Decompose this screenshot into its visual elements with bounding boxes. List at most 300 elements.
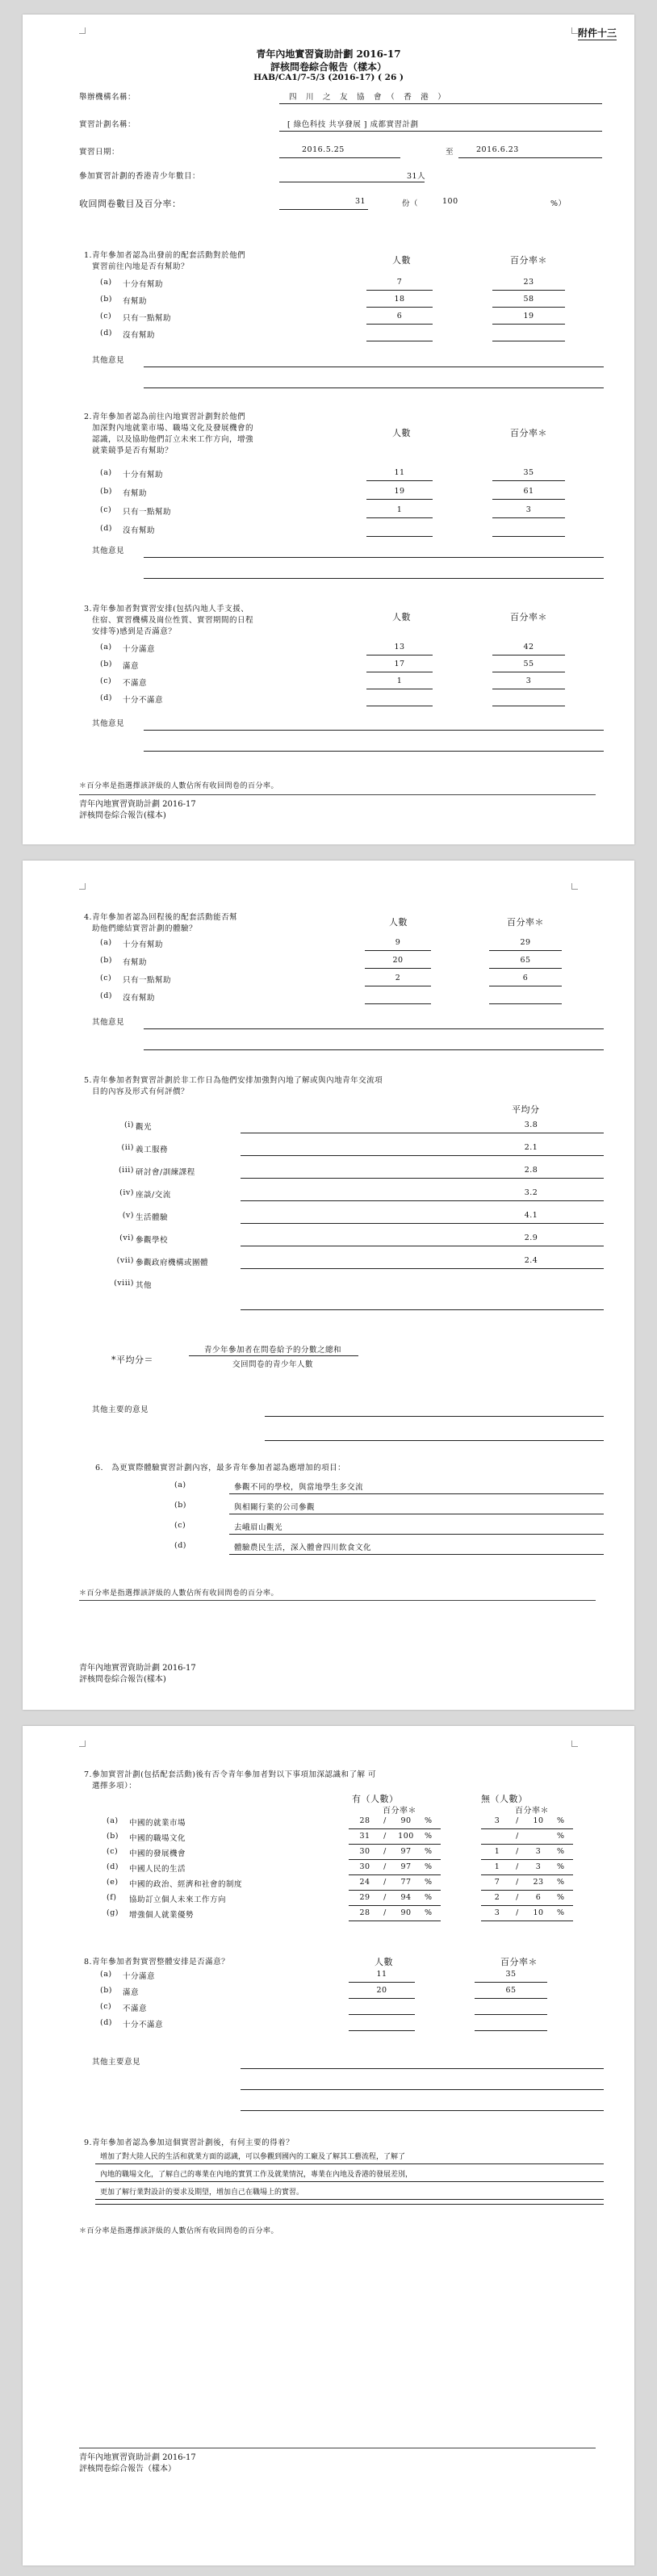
no-percentage: 6	[535, 1893, 542, 1902]
answer-line	[365, 950, 431, 951]
formula-label: *平均分＝	[111, 1355, 153, 1365]
q4-text: 助他們總結實習計劃的體驗？	[92, 924, 198, 933]
answer-line	[366, 307, 433, 308]
option-code: (d)	[100, 693, 112, 702]
option-code: (a)	[100, 938, 112, 947]
item-label: 去峨眉山觀光	[234, 1523, 283, 1532]
divider-slash: /	[383, 1862, 387, 1871]
option-label: 有幫助	[123, 958, 148, 967]
percentage-note: ＊百分率是指選擇該評級的人數佔所有收回問卷的百分率。	[79, 2227, 279, 2235]
answer-line	[492, 307, 565, 308]
answer-text: 增加了對大陸人民的生活和就業方面的認識，可以參觀到國內的工廠及了解其工藝流程，了解了	[100, 2153, 406, 2161]
date-from: 2016.5.25	[302, 145, 345, 154]
option-code: (b)	[100, 1986, 112, 1995]
divider-slash: /	[516, 1816, 519, 1825]
option-code: (a)	[100, 1970, 112, 1979]
pct-sign: %	[557, 1832, 565, 1841]
divider-slash: /	[383, 1878, 387, 1887]
q1-text: 實習前往內地是否有幫助？	[92, 262, 190, 271]
item-label: 體驗農民生活，深入體會四川飲食文化	[234, 1544, 372, 1552]
yes-percentage: 97	[400, 1847, 412, 1856]
org-value: 四 川 之 友 協 會 （ 香 港 ）	[289, 93, 446, 102]
item-code: (vii)	[116, 1256, 134, 1265]
answer-line	[95, 2181, 604, 2182]
answer-line	[489, 968, 562, 969]
col-pct-header: 百分率＊	[507, 917, 544, 928]
dates-label: 實習日期：	[79, 148, 120, 157]
q8-text: 8.青年參加者對實習整體安排是否滿意？	[84, 1958, 230, 1967]
page-corner-mark	[79, 1740, 86, 1747]
returns-pct: 100	[442, 197, 458, 206]
page-3	[23, 1726, 634, 2566]
answer-line	[365, 968, 431, 969]
no-count: 1	[494, 1862, 500, 1871]
item-code: (g)	[107, 1908, 119, 1917]
item-label: 中國的政治、經濟和社會的制度	[129, 1880, 243, 1889]
option-label: 滿意	[123, 1988, 140, 1997]
option-count: 6	[396, 312, 403, 320]
pct-sign: %	[425, 1893, 433, 1902]
footer-title: 青年內地實習資助計劃 2016-17	[79, 2453, 196, 2462]
answer-line	[241, 1178, 604, 1179]
col-people-header: 人數	[392, 428, 411, 438]
answer-line	[349, 2030, 415, 2031]
item-code: (ii)	[121, 1143, 134, 1152]
col-people-header: 人數	[392, 612, 411, 622]
item-code: (i)	[124, 1120, 134, 1129]
pct-sign: %	[425, 1847, 433, 1856]
item-label: 義工服務	[136, 1146, 169, 1154]
option-count: 20	[392, 956, 404, 965]
no-count: 3	[494, 1908, 500, 1917]
q3-text: 3.青年參加者對實習安排(包括內地人手支援、	[84, 605, 249, 614]
option-count: 11	[394, 468, 405, 477]
other-comments-label: 其他意見	[92, 719, 125, 728]
pct-sign: %	[425, 1816, 433, 1825]
returns-unit: 份（	[402, 199, 419, 208]
participants-label: 參加實習計劃的香港青少年數目：	[79, 172, 201, 181]
q6-text: 6. 為更實際體驗實習計劃內容，最多青年參加者認為應增加的項目：	[95, 1464, 346, 1472]
item-code: (iv)	[119, 1188, 134, 1197]
org-label: 舉辦機構名稱：	[79, 93, 136, 102]
divider-slash: /	[516, 1847, 519, 1856]
divider-slash: /	[383, 1893, 387, 1902]
option-code: (b)	[100, 660, 112, 668]
formula-denominator: 交回問卷的青少年人數	[232, 1360, 313, 1369]
answer-line	[241, 1268, 604, 1269]
answer-line	[489, 950, 562, 951]
answer-line	[366, 324, 433, 325]
programme-label: 實習計劃名稱：	[79, 120, 136, 129]
answer-line	[365, 1003, 431, 1004]
option-label: 十分滿意	[123, 1972, 156, 1981]
yes-count: 28	[359, 1816, 370, 1825]
date-to-label: 至	[446, 148, 454, 157]
answer-text: 內地的職場文化，了解自己的專業在內地的實質工作及就業情況，專業在內地及香港的發展差別，	[100, 2171, 413, 2179]
option-code: (d)	[100, 524, 112, 533]
divider-slash: /	[516, 1862, 519, 1871]
answer-line	[366, 517, 433, 518]
answer-line	[349, 1874, 441, 1875]
answer-line	[492, 290, 565, 291]
answer-line	[481, 1905, 573, 1906]
yes-count: 24	[359, 1878, 370, 1887]
answer-line	[475, 1982, 547, 1983]
answer-line	[475, 1998, 547, 1999]
doc-title: 青年內地實習資助計劃 2016-17	[256, 48, 401, 60]
item-code: (b)	[107, 1832, 119, 1841]
option-label: 沒有幫助	[123, 994, 156, 1003]
pct-sign: %	[425, 1908, 433, 1917]
average-score: 2.9	[524, 1234, 538, 1242]
col-pct-header: 百分率＊	[500, 1957, 538, 1967]
item-code: (c)	[174, 1521, 186, 1530]
divider-slash: /	[383, 1832, 387, 1841]
divider-slash: /	[383, 1816, 387, 1825]
average-score: 2.4	[524, 1256, 538, 1265]
answer-line	[366, 480, 433, 481]
answer-line	[241, 1200, 604, 1201]
divider-slash: /	[516, 1832, 519, 1841]
option-label: 十分滿意	[123, 645, 156, 654]
answer-line	[481, 1890, 573, 1891]
answer-line	[241, 1155, 604, 1156]
item-code: (a)	[107, 1816, 119, 1825]
option-label: 只有一點幫助	[123, 976, 172, 985]
item-code: (f)	[107, 1893, 117, 1902]
option-percentage: 35	[523, 468, 534, 477]
yes-percentage: 90	[400, 1816, 412, 1825]
returns-label: 收回問卷數目及百分率：	[79, 199, 182, 209]
answer-line	[489, 1003, 562, 1004]
yes-percentage: 90	[400, 1908, 412, 1917]
option-percentage: 6	[522, 974, 529, 982]
q2-text: 加深對內地就業市場、職場文化及發展機會的	[92, 424, 254, 433]
col-people-header: 人數	[389, 917, 408, 928]
option-label: 滿意	[123, 662, 140, 671]
percentage-note: ＊百分率是指選擇該評級的人數佔所有收回問卷的百分率。	[79, 782, 279, 790]
answer-line	[229, 1534, 604, 1535]
pct-sign: %	[425, 1878, 433, 1887]
item-code: (c)	[107, 1847, 119, 1856]
answer-line	[475, 2014, 547, 2015]
option-percentage: 29	[520, 938, 531, 947]
divider-slash: /	[516, 1878, 519, 1887]
col-pct-header: 百分率＊	[510, 428, 547, 438]
option-percentage: 65	[505, 1986, 517, 1995]
average-score-header: 平均分	[512, 1104, 540, 1115]
page-corner-mark	[571, 883, 578, 890]
page-1	[23, 15, 634, 844]
option-label: 只有一點幫助	[123, 314, 172, 323]
participants-value: 31人	[407, 172, 426, 181]
footer-title: 青年內地實習資助計劃 2016-17	[79, 800, 196, 809]
option-percentage: 55	[523, 660, 534, 668]
item-label: 研討會/訓練課程	[136, 1168, 195, 1177]
option-code: (a)	[100, 468, 112, 477]
doc-subtitle: 評核問卷綜合報告（樣本）	[270, 61, 387, 73]
option-label: 有幫助	[123, 489, 148, 498]
pct-sign: %	[557, 1878, 565, 1887]
answer-line	[349, 1844, 441, 1845]
option-percentage: 35	[505, 1970, 517, 1979]
item-label: 參觀不同的學校，與當地學生多交流	[234, 1483, 364, 1492]
q7-text: 選擇多項）：	[92, 1782, 137, 1791]
item-label: 參觀學校	[136, 1236, 169, 1245]
item-code: (d)	[174, 1541, 186, 1550]
option-code: (a)	[100, 643, 112, 651]
footer-subtitle: 評核問卷綜合報告(樣本)	[79, 811, 166, 820]
option-label: 十分有幫助	[123, 940, 164, 949]
col-yes-header: 有（人數）	[352, 1794, 399, 1804]
answer-line	[492, 324, 565, 325]
answer-line	[366, 499, 433, 500]
no-count: 1	[494, 1847, 500, 1856]
item-code: (b)	[174, 1501, 186, 1510]
no-percentage: 3	[535, 1862, 542, 1871]
answer-line	[241, 1223, 604, 1224]
item-label: 中國的就業市場	[129, 1819, 186, 1828]
option-percentage: 65	[520, 956, 531, 965]
answer-line	[481, 1844, 573, 1845]
pct-sign: %	[557, 1862, 565, 1871]
q3-text: 住宿、實習機構及崗位性質、實習期間的日程	[92, 616, 254, 625]
item-code: (vi)	[119, 1234, 134, 1242]
page-corner-mark	[571, 1740, 578, 1747]
returns-pct-unit: %）	[550, 199, 567, 208]
answer-line	[349, 1920, 441, 1921]
option-count: 1	[396, 505, 403, 514]
option-percentage: 19	[523, 312, 534, 320]
q2-text: 認識，以及協助他們訂立未來工作方向，增強	[92, 435, 254, 444]
q5-text: 5.青年參加者對實習計劃於非工作日為他們安排加強對內地了解或與內地青年交流項	[84, 1076, 383, 1085]
answer-line	[349, 1998, 415, 1999]
pct-sign: %	[557, 1893, 565, 1902]
option-percentage: 61	[523, 487, 534, 496]
page-corner-mark	[79, 883, 86, 890]
answer-line	[492, 655, 565, 656]
item-code: (viii)	[114, 1279, 134, 1288]
answer-line	[229, 1554, 604, 1555]
item-code: (e)	[107, 1878, 119, 1887]
annex-label: 附件十三	[577, 27, 617, 39]
divider-slash: /	[383, 1847, 387, 1856]
reference-code: HAB/CA1/7-5/3 (2016-17) ( 26 )	[253, 73, 404, 82]
answer-line	[492, 536, 565, 537]
option-label: 沒有幫助	[123, 331, 156, 340]
pct-sign: %	[557, 1908, 565, 1917]
q5-text: 目的內容及形式有何評價？	[92, 1087, 190, 1096]
q7-text: 7.參加實習計劃(包括配套活動)後有否令青年參加者對以下事項加深認識和了解 可	[84, 1770, 376, 1779]
percentage-note: ＊百分率是指選擇該評級的人數佔所有收回問卷的百分率。	[79, 1590, 279, 1598]
item-label: 觀光	[136, 1123, 153, 1132]
yes-count: 30	[359, 1847, 370, 1856]
option-label: 十分有幫助	[123, 471, 164, 480]
programme-value: [ 綠色科技 共享發展 ] 成都實習計劃	[287, 120, 419, 129]
q9-text: 9.青年參加者認為參加這個實習計劃後，有何主要的得着？	[84, 2138, 295, 2147]
answer-line	[349, 2014, 415, 2015]
item-label: 中國的發展機會	[129, 1849, 186, 1858]
option-label: 只有一點幫助	[123, 508, 172, 517]
q1-text: 1.青年參加者認為出發前的配套活動對於他們	[84, 251, 246, 260]
option-label: 十分不滿意	[123, 696, 164, 705]
option-count: 13	[394, 643, 405, 651]
date-to: 2016.6.23	[476, 145, 519, 154]
answer-line	[349, 1982, 415, 1983]
option-percentage: 3	[525, 505, 532, 514]
no-percentage: 10	[533, 1908, 544, 1917]
option-percentage: 3	[525, 676, 532, 685]
pct-sign: %	[557, 1847, 565, 1856]
yes-percentage: 77	[400, 1878, 412, 1887]
average-score: 4.1	[524, 1211, 538, 1220]
option-count: 9	[395, 938, 401, 947]
q2-text: 2.青年參加者認為前往內地實習計劃對於他們	[84, 413, 246, 421]
item-label: 其他	[136, 1281, 153, 1290]
yes-count: 29	[359, 1893, 370, 1902]
no-count: 7	[494, 1878, 500, 1887]
col-people-header: 人數	[392, 255, 411, 266]
item-code: (v)	[122, 1211, 134, 1220]
yes-count: 28	[359, 1908, 370, 1917]
item-code: (d)	[107, 1862, 119, 1871]
option-count: 7	[396, 278, 403, 287]
other-comments-label: 其他意見	[92, 1018, 125, 1027]
page-corner-mark	[79, 27, 86, 34]
col-pct-header: 百分率＊	[383, 1807, 416, 1816]
option-percentage: 58	[523, 295, 534, 304]
answer-line	[349, 1859, 441, 1860]
divider-slash: /	[383, 1908, 387, 1917]
yes-percentage: 100	[398, 1832, 414, 1841]
option-label: 不滿意	[123, 679, 148, 688]
footer-subtitle: 評核問卷綜合報告（樣本）	[79, 2465, 176, 2473]
returns-count: 31	[355, 197, 366, 206]
option-code: (b)	[100, 956, 112, 965]
divider-slash: /	[516, 1893, 519, 1902]
q4-text: 4.青年參加者認為回程後的配套活動能否幫	[84, 913, 238, 922]
answer-line	[366, 290, 433, 291]
no-percentage: 23	[533, 1878, 544, 1887]
option-code: (d)	[100, 2018, 112, 2027]
option-code: (c)	[100, 974, 112, 982]
col-people-header: 人數	[375, 1957, 393, 1967]
no-count: 3	[494, 1816, 500, 1825]
option-code: (b)	[100, 295, 112, 304]
formula-numerator: 青少年參加者在問卷給予的分數之總和	[203, 1346, 341, 1355]
option-code: (b)	[100, 487, 112, 496]
page-2	[23, 861, 634, 1710]
item-label: 中國的職場文化	[129, 1834, 186, 1843]
option-label: 不滿意	[123, 2004, 148, 2013]
yes-percentage: 94	[400, 1893, 412, 1902]
item-code: (iii)	[118, 1166, 134, 1175]
yes-count: 30	[359, 1862, 370, 1871]
footer-title: 青年內地實習資助計劃 2016-17	[79, 1664, 196, 1673]
answer-line	[492, 480, 565, 481]
answer-line	[229, 1493, 604, 1494]
pct-sign: %	[425, 1832, 433, 1841]
option-count: 19	[394, 487, 405, 496]
option-count: 20	[376, 1986, 387, 1995]
col-pct-header: 百分率＊	[515, 1807, 549, 1816]
other-major-label: 其他主要的意見	[92, 1405, 149, 1414]
average-score: 2.8	[524, 1166, 538, 1175]
other-comments-label: 其他意見	[92, 547, 125, 555]
option-label: 有幫助	[123, 297, 148, 306]
option-count: 1	[396, 676, 403, 685]
option-label: 十分有幫助	[123, 280, 164, 289]
no-percentage: 3	[535, 1847, 542, 1856]
item-label: 生活體驗	[136, 1213, 169, 1222]
item-label: 與相關行業的公司參觀	[234, 1503, 316, 1512]
col-no-header: 無（人數）	[481, 1794, 528, 1804]
answer-line	[475, 2030, 547, 2031]
option-label: 十分不滿意	[123, 2021, 164, 2029]
answer-line	[95, 2199, 604, 2200]
q3-text: 安排等)感到是否滿意？	[92, 627, 177, 636]
answer-line	[349, 1905, 441, 1906]
option-count: 17	[394, 660, 405, 668]
answer-text: 更加了解行業對設計的要求及期望，增加自己在職場上的實習。	[100, 2189, 304, 2197]
item-label: 座談/交流	[136, 1191, 171, 1200]
option-code: (c)	[100, 505, 112, 514]
item-label: 中國人民的生活	[129, 1865, 186, 1874]
other-major-label: 其他主要意見	[92, 2058, 141, 2067]
answer-line	[481, 1920, 573, 1921]
answer-line	[349, 1890, 441, 1891]
answer-line	[492, 499, 565, 500]
answer-line	[481, 1859, 573, 1860]
item-label: 協助訂立個人未來工作方向	[129, 1895, 227, 1904]
answer-line	[366, 536, 433, 537]
pct-sign: %	[425, 1862, 433, 1871]
option-code: (d)	[100, 991, 112, 1000]
average-score: 3.2	[524, 1188, 538, 1197]
item-label: 增強個人就業優勢	[129, 1911, 195, 1920]
col-pct-header: 百分率＊	[510, 612, 547, 622]
option-percentage: 23	[523, 278, 534, 287]
answer-line	[481, 1874, 573, 1875]
option-code: (d)	[100, 329, 112, 337]
option-code: (c)	[100, 2002, 112, 2011]
item-code: (a)	[174, 1481, 186, 1489]
q2-text: 就業競爭是否有幫助？	[92, 446, 174, 455]
option-percentage: 42	[523, 643, 534, 651]
option-code: (a)	[100, 278, 112, 287]
option-count: 2	[395, 974, 401, 982]
answer-line	[481, 1828, 573, 1829]
answer-line	[349, 1828, 441, 1829]
item-label: 參觀政府機構或團體	[136, 1259, 209, 1267]
option-label: 沒有幫助	[123, 526, 156, 535]
footer-subtitle: 評核問卷綜合報告(樣本)	[79, 1675, 166, 1684]
average-score: 2.1	[524, 1143, 538, 1152]
option-code: (c)	[100, 312, 112, 320]
answer-line	[95, 2163, 604, 2164]
other-comments-label: 其他意見	[92, 356, 125, 365]
option-count: 11	[376, 1970, 387, 1979]
option-count: 18	[394, 295, 405, 304]
option-code: (c)	[100, 676, 112, 685]
yes-percentage: 97	[400, 1862, 412, 1871]
answer-line	[492, 517, 565, 518]
pct-sign: %	[557, 1816, 565, 1825]
average-score: 3.8	[524, 1120, 538, 1129]
col-pct-header: 百分率＊	[510, 255, 547, 266]
page-corner-mark	[571, 27, 578, 34]
no-percentage: 10	[533, 1816, 544, 1825]
